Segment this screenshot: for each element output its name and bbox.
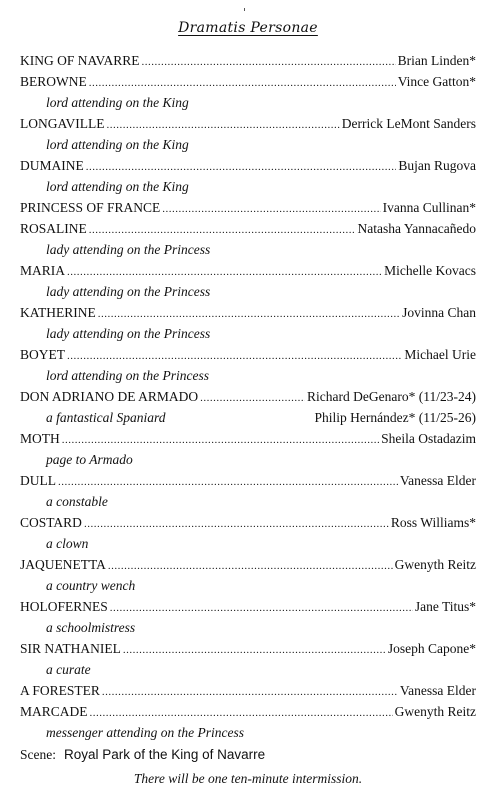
dot-leader xyxy=(86,157,397,178)
role-name: MARCADE xyxy=(20,704,88,719)
role-name: HOLOFERNES xyxy=(20,599,108,614)
role-name: DULL xyxy=(20,473,56,488)
role-name: BEROWNE xyxy=(20,74,87,89)
dot-leader xyxy=(142,52,396,73)
cast-row xyxy=(20,302,476,323)
role-description: lord attending on the King xyxy=(46,137,189,152)
cast-list xyxy=(20,50,476,791)
cast-row xyxy=(20,701,476,722)
dot-leader xyxy=(67,262,382,283)
role-name: KATHERINE xyxy=(20,305,96,320)
dot-leader xyxy=(89,220,356,241)
cast-row xyxy=(20,71,476,92)
dot-leader xyxy=(108,556,393,577)
intermission-note: There will be one ten-minute intermission. xyxy=(133,771,363,786)
cast-row xyxy=(20,260,476,281)
actor-name: Richard DeGenaro* (11/23-24) xyxy=(307,389,476,404)
cast-row xyxy=(20,428,476,449)
actor-name: Jane Titus* xyxy=(414,599,476,614)
actor-name: Brian Linden* xyxy=(397,53,476,68)
actor-name: Bujan Rugova xyxy=(398,158,476,173)
actor-name: Natasha Yannacañedo xyxy=(357,221,476,236)
cast-row xyxy=(20,470,476,491)
cast-row xyxy=(20,596,476,617)
actor-name: Gwenyth Reitz xyxy=(394,557,476,572)
role-name: SIR NATHANIEL xyxy=(20,641,121,656)
role-description: lord attending on the Princess xyxy=(46,368,209,383)
actor-name: Joseph Capone* xyxy=(387,641,476,656)
role-name: DON ADRIANO DE ARMADO xyxy=(20,389,199,404)
role-name: KING OF NAVARRE xyxy=(20,53,140,68)
dot-leader xyxy=(110,598,413,619)
role-description: a curate xyxy=(46,662,91,677)
role-name: A FORESTER xyxy=(20,683,100,698)
role-description-row xyxy=(20,407,476,428)
cast-row xyxy=(20,638,476,659)
actor-name: Derrick LeMont Sanders xyxy=(341,116,476,131)
actor-name: Sheila Ostadazim xyxy=(381,431,476,446)
dot-leader xyxy=(67,346,402,367)
role-description: lady attending on the Princess xyxy=(46,284,211,299)
dot-leader xyxy=(84,514,389,535)
dot-leader xyxy=(102,682,398,703)
role-description: a clown xyxy=(46,536,89,551)
role-name: MOTH xyxy=(20,431,60,446)
role-name: PRINCESS OF FRANCE xyxy=(20,200,161,215)
dot-leader xyxy=(123,640,386,661)
actor-name: Jovinna Chan xyxy=(402,305,476,320)
role-description: a constable xyxy=(46,494,108,509)
dot-leader xyxy=(62,430,379,451)
cast-row xyxy=(20,197,476,218)
decorative-tick xyxy=(244,8,245,11)
actor-name: Michelle Kovacs xyxy=(384,263,476,278)
cast-row xyxy=(20,218,476,239)
actor-name: Vince Gatton* xyxy=(397,74,476,89)
scene-line xyxy=(20,743,476,767)
actor-name: Vanessa Elder xyxy=(399,683,476,698)
scene-label: Scene: xyxy=(20,747,56,762)
page-title: Dramatis Personae xyxy=(178,20,318,36)
role-name: BOYET xyxy=(20,347,65,362)
cast-row xyxy=(20,344,476,365)
dot-leader xyxy=(107,115,340,136)
actor-name: Michael Urie xyxy=(404,347,476,362)
role-description: a country wench xyxy=(46,578,136,593)
actor-name-alternate: Philip Hernández* (11/25-26) xyxy=(314,410,476,425)
role-description: lady attending on the Princess xyxy=(46,242,211,257)
cast-row xyxy=(20,512,476,533)
cast-row xyxy=(20,554,476,575)
cast-row xyxy=(20,155,476,176)
actor-name: Ivanna Cullinan* xyxy=(382,200,476,215)
role-name: LONGAVILLE xyxy=(20,116,105,131)
actor-name: Gwenyth Reitz xyxy=(394,704,476,719)
role-description: lady attending on the Princess xyxy=(46,326,211,341)
cast-row xyxy=(20,50,476,71)
dot-leader xyxy=(90,703,393,724)
cast-row xyxy=(20,386,476,407)
role-name: JAQUENETTA xyxy=(20,557,106,572)
dot-leader xyxy=(200,388,305,409)
role-description: a schoolmistress xyxy=(46,620,136,635)
dot-leader xyxy=(162,199,380,220)
role-name: ROSALINE xyxy=(20,221,87,236)
dot-leader xyxy=(98,304,400,325)
actor-name: Ross Williams* xyxy=(390,515,476,530)
role-description: page to Armado xyxy=(46,452,133,467)
dot-leader xyxy=(89,73,396,94)
role-description: a fantastical Spaniard xyxy=(46,410,166,425)
role-description: lord attending on the King xyxy=(46,95,189,110)
cast-row xyxy=(20,680,476,701)
dot-leader xyxy=(58,472,398,493)
scene-value: Royal Park of the King of Navarre xyxy=(64,747,266,762)
role-description: lord attending on the King xyxy=(46,179,189,194)
actor-name: Vanessa Elder xyxy=(399,473,476,488)
role-name: DUMAINE xyxy=(20,158,84,173)
role-description: messenger attending on the Princess xyxy=(46,725,244,740)
cast-row xyxy=(20,113,476,134)
role-name: MARIA xyxy=(20,263,66,278)
role-name: COSTARD xyxy=(20,515,82,530)
